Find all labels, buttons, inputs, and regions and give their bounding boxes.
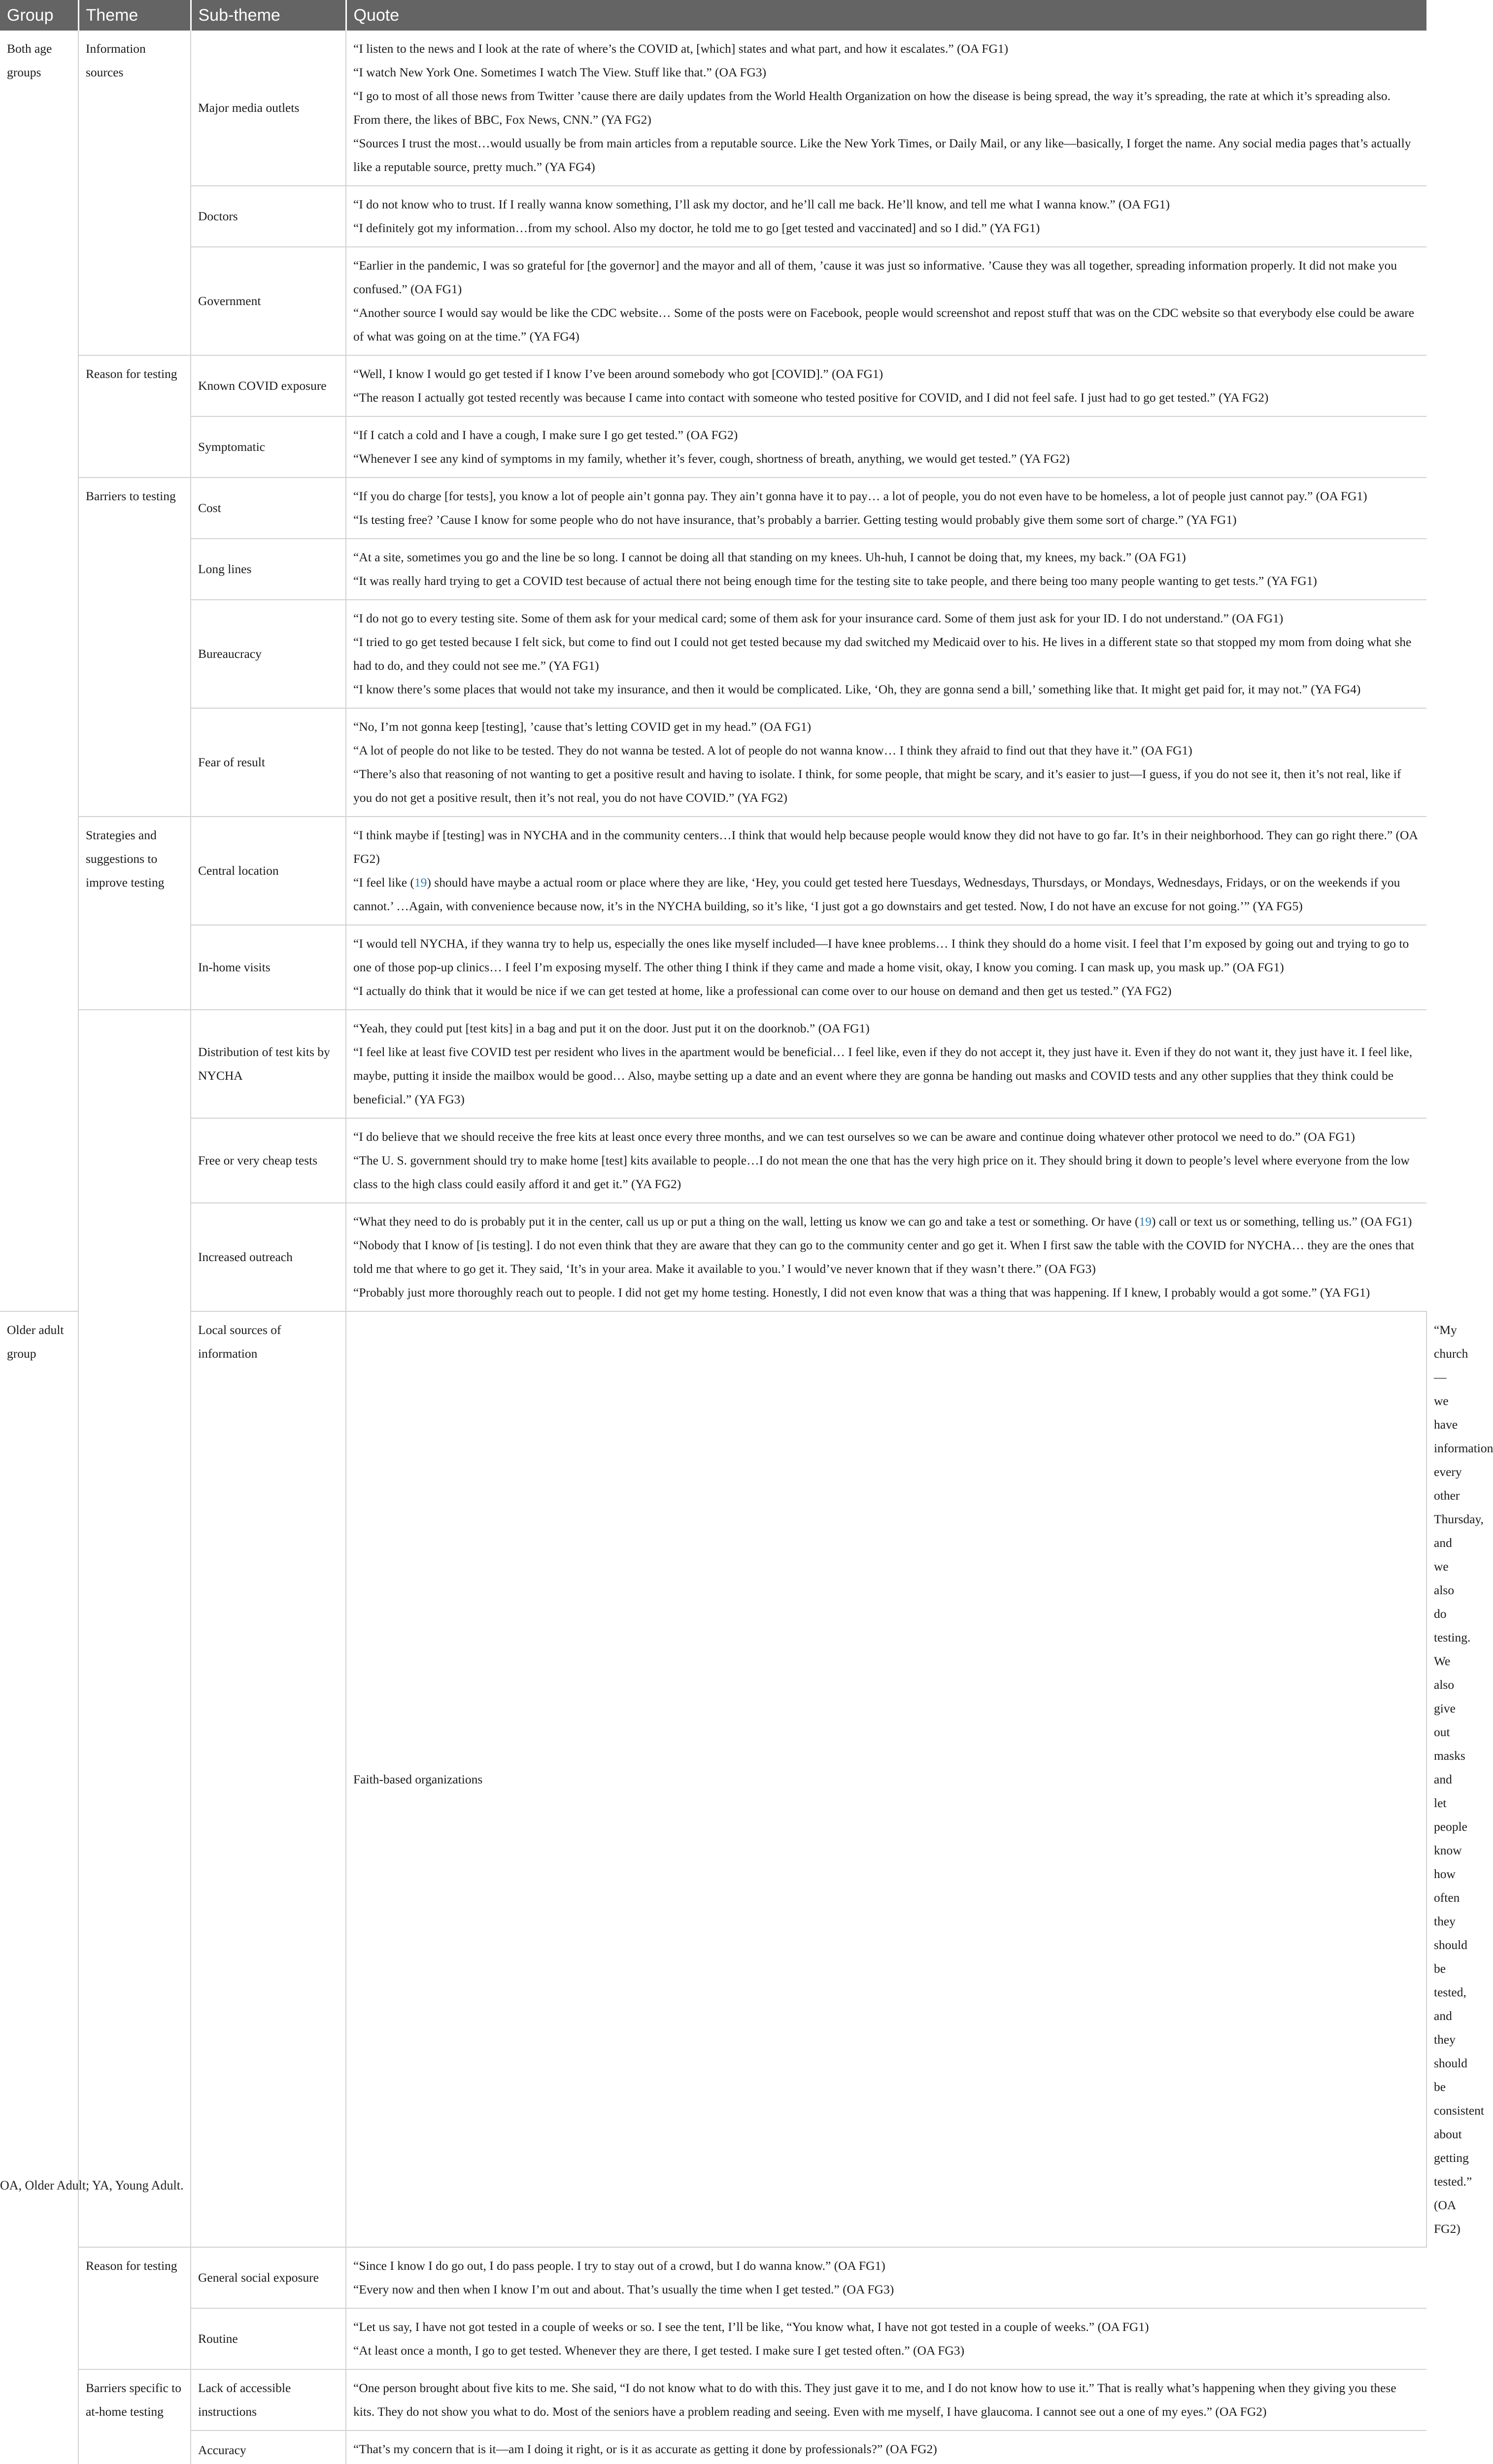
table-row: [0, 1203, 1426, 1311]
quote-text: “I do believe that we should receive the free kits at least once every three months, and we can test ourselves so we can be aware and continue doing whatever other protocol we need to do.” (OA FG1): [353, 1129, 1355, 1144]
table-row: [0, 817, 1426, 925]
table-row: [0, 416, 1426, 478]
quote-text: “I would tell NYCHA, if they wanna try to help us, especially the ones like myself included—I have knee problems… I think they should do a home visit. I feel that I’m exposed by going out and trying to go to one of those pop-up clinics… I feel I’m exposing myself. The other thing I think if they came and made a home visit, okay, I know you coming. I can mask up, you mask up.” (OA FG1): [353, 936, 1409, 974]
quote-text: “The U. S. government should try to make home [test] kits available to people…I do not mean the one that has the very high price on it. They should bring it down to people’s level where everyone from the low class to the high class could easily afford it and get it.” (YA FG2): [353, 1153, 1410, 1191]
quote-cell: [346, 478, 1426, 539]
subtheme-cell: Doctors: [191, 186, 346, 247]
citation-link[interactable]: 19: [414, 875, 427, 890]
table-row: [0, 1010, 1426, 1118]
quote-cell: [346, 708, 1426, 817]
quote-text: “Since I know I do go out, I do pass people. I try to stay out of a crowd, but I do wanna know.” (OA FG1): [353, 2259, 885, 2273]
quote-text: “Earlier in the pandemic, I was so grateful for [the governor] and the mayor and all of them, ’cause it was just so informative. ’Cause they was all together, spreading information properly. It did not make you confused.” (OA FG1): [353, 258, 1397, 296]
table-row: [0, 2247, 1426, 2308]
quote-text: “I actually do think that it would be nice if we can get tested at home, like a professional can come over to our house on demand and then get us tested.” (YA FG2): [353, 984, 1172, 998]
subtheme-cell: Major media outlets: [191, 31, 346, 186]
table-row: [0, 2430, 1426, 2464]
quote-text: “At least once a month, I go to get tested. Whenever they are there, I get tested. I make sure I get tested often.” (OA FG3): [353, 2343, 965, 2358]
table-row: [0, 925, 1426, 1010]
quote-cell: [346, 539, 1426, 600]
citation-link[interactable]: 19: [1139, 1214, 1152, 1229]
quote-cell: [346, 416, 1426, 478]
quote-cell: [346, 31, 1426, 186]
quote-text: “I do not go to every testing site. Some of them ask for your medical card; some of them ask for your insurance card. Some of them just ask for your ID. I do not understand.” (OA FG1): [353, 611, 1284, 625]
subtheme-cell: Increased outreach: [191, 1203, 346, 1311]
quote-text: “I think maybe if [testing] was in NYCHA and in the community centers…I think that would help because people would know they did not have to go far. It’s in their neighborhood. They can go right there.” (OA FG2): [353, 828, 1418, 866]
quote-cell: [346, 247, 1426, 355]
quote-text: “I watch New York One. Sometimes I watch The View. Stuff like that.” (OA FG3): [353, 65, 767, 79]
quote-text: “If I catch a cold and I have a cough, I make sure I go get tested.” (OA FG2): [353, 428, 738, 442]
quote-text: “Well, I know I would go get tested if I know I’ve been around somebody who got [COVID].” (OA FG1): [353, 367, 883, 381]
quote-text: “There’s also that reasoning of not wanting to get a positive result and having to isolate. I think, for some people, that might be scary, and it’s easier to just—I guess, if you do not see it, then it’s not real, like if you do not get a positive result, then it’s not real, you do not have COVID.” (YA FG2): [353, 767, 1401, 805]
quote-text: “Is testing free? ’Cause I know for some people who do not have insurance, that’s probably a barrier. Getting testing would probably give them some sort of charge.” (YA FG1): [353, 513, 1237, 527]
theme-cell: Barriers to testing: [78, 478, 191, 817]
quote-text: “I feel like (19) should have maybe a actual room or place where they are like, ‘Hey, you could get tested here Tuesdays, Wednesdays, Thursdays, or Mondays, Wednesdays, Fridays, or on the weekends if you cannot.’ …Again, with convenience because now, it’s in the NYCHA building, so it’s like, ‘I just got a go downstairs and get tested. Now, I do not have an excuse for not going.’” (YA FG5): [353, 875, 1400, 913]
table-body: [0, 31, 1493, 2464]
subtheme-cell: Lack of accessible instructions: [191, 2369, 346, 2430]
subtheme-cell: Central location: [191, 817, 346, 925]
subtheme-cell: Fear of result: [191, 708, 346, 817]
quote-cell: [346, 355, 1426, 416]
quote-text: “The reason I actually got tested recently was because I came into contact with someone who tested positive for COVID, and I did not feel safe. I just had to go get tested.” (YA FG2): [353, 390, 1269, 405]
quote-text: “Let us say, I have not got tested in a couple of weeks or so. I see the tent, I’ll be like, “You know what, I have not got tested in a couple of weeks.” (OA FG1): [353, 2320, 1149, 2334]
subtheme-cell: Long lines: [191, 539, 346, 600]
quote-cell: [346, 186, 1426, 247]
subtheme-cell: Bureaucracy: [191, 600, 346, 708]
table-row: [0, 2308, 1426, 2369]
table-row: [0, 539, 1426, 600]
quote-cell: [346, 1203, 1426, 1311]
quote-cell: [346, 925, 1426, 1010]
quote-text: “Another source I would say would be like the CDC website… Some of the posts were on Facebook, people would screenshot and repost stuff that was on the CDC website so that everybody else could be aware of what was going on at the time.” (YA FG4): [353, 306, 1415, 343]
quote-cell: [346, 2430, 1426, 2464]
subtheme-cell: Known COVID exposure: [191, 355, 346, 416]
table-row: [0, 1118, 1426, 1203]
subtheme-cell: Symptomatic: [191, 416, 346, 478]
quote-text: “I do not know who to trust. If I really wanna know something, I’ll ask my doctor, and he’ll call me back. He’ll know, and tell me what I wanna know.” (OA FG1): [353, 197, 1170, 211]
quote-cell: [346, 1010, 1426, 1118]
quote-cell: [346, 817, 1426, 925]
header-theme: Theme: [78, 0, 191, 31]
quote-text: “What they need to do is probably put it in the center, call us up or put a thing on the wall, letting us know we can go and take a test or something. Or have (19) call or text us or something, telling us.” (OA FG1): [353, 1214, 1412, 1229]
quote-cell: [346, 2247, 1426, 2308]
table-row: [0, 186, 1426, 247]
table-row: [0, 708, 1426, 817]
subtheme-cell: Routine: [191, 2308, 346, 2369]
quote-text: “Yeah, they could put [test kits] in a bag and put it on the door. Just put it on the doorknob.” (OA FG1): [353, 1021, 870, 1035]
subtheme-cell: Distribution of test kits by NYCHA: [191, 1010, 346, 1118]
quote-cell: [346, 1118, 1426, 1203]
quote-text: “I definitely got my information…from my school. Also my doctor, he told me to go [get tested and vaccinated] and so I did.” (YA FG1): [353, 221, 1040, 235]
theme-cell: Information sources: [78, 31, 191, 355]
quote-text: “I go to most of all those news from Twitter ’cause there are daily updates from the World Health Organization on how the disease is being spread, the way it’s spreading, the rate at which it’s spreading also. From there, the likes of BBC, Fox News, CNN.” (YA FG2): [353, 89, 1391, 127]
theme-cell: Barriers specific to at-home testing: [78, 2369, 191, 2464]
subtheme-cell: Cost: [191, 478, 346, 539]
quote-cell: [346, 2308, 1426, 2369]
quote-text: “Sources I trust the most…would usually be from main articles from a reputable source. Like the New York Times, or Daily Mail, or any like—basically, I forget the name. Any social media pages that’s actually like a reputable source, pretty much.” (YA FG4): [353, 136, 1411, 174]
table-header-row: [0, 0, 1426, 31]
table-footnote: OA, Older Adult; YA, Young Adult.: [0, 2178, 184, 2192]
quote-text: “If you do charge [for tests], you know a lot of people ain’t gonna pay. They ain’t gonna have it to pay… a lot of people, you do not even have to be homeless, a lot of people just cannot pay.” (OA FG1): [353, 489, 1367, 503]
quote-text: “Nobody that I know of [is testing]. I do not even think that they are aware that they can go to the community center and go get it. When I first saw the table with the COVID for NYCHA… they are the ones that told me that where to go get it. They said, ‘It’s in your area. Make it available to you.’ I would’ve never known that if they wasn’t there.” (OA FG3): [353, 1238, 1414, 1276]
group-cell: Both age groups: [0, 31, 78, 1311]
quote-cell: [346, 600, 1426, 708]
quote-text: “Every now and then when I know I’m out and about. That’s usually the time when I get tested.” (OA FG3): [353, 2282, 894, 2296]
theme-cell: Strategies and suggestions to improve testing: [78, 817, 191, 1010]
subtheme-cell: Government: [191, 247, 346, 355]
subtheme-cell: Faith-based organizations: [346, 1311, 1426, 2247]
group-cell: Older adult group: [0, 1311, 78, 2464]
table-row: [0, 355, 1426, 416]
theme-cell: Reason for testing: [78, 2247, 191, 2369]
quote-text: “I know there’s some places that would not take my insurance, and then it would be complicated. Like, ‘Oh, they are gonna send a bill,’ something like that. It might get paid for, it may not.” (YA FG4): [353, 682, 1361, 696]
theme-cell: Reason for testing: [78, 355, 191, 478]
quote-text: “I feel like at least five COVID test per resident who lives in the apartment would be beneficial… I feel like, even if they do not accept it, they just have it. Even if they do not want it, they just have it. I feel like, maybe, putting it inside the mailbox would be good… Also, maybe setting up a date and an event where they are gonna be handing out masks and COVID tests and any other supplies that they think could be beneficial.” (YA FG3): [353, 1045, 1413, 1106]
quote-text: “I tried to go get tested because I felt sick, but come to find out I could not get tested because my dad switched my Medicaid over to his. He lives in a different state so that stopped my mom from doing what she had to do, and they could not see me.” (YA FG1): [353, 635, 1412, 673]
table-row: [0, 31, 1426, 186]
subtheme-cell: Free or very cheap tests: [191, 1118, 346, 1203]
quote-text: “No, I’m not gonna keep [testing], ’cause that’s letting COVID get in my head.” (OA FG1): [353, 719, 812, 734]
quote-text: “One person brought about five kits to me. She said, “I do not know what to do with this. They just gave it to me, and I do not know how to use it.” That is really what’s happening when they giving you these kits. They do not show you what to do. Most of the seniors have a problem reading and seeing. Even with me myself, I have glaucoma. I cannot see out a one of my eyes.” (OA FG2): [353, 2381, 1396, 2419]
quote-cell: [346, 2369, 1426, 2430]
header-quote: Quote: [346, 0, 1426, 31]
quote-text: “That’s my concern that is it—am I doing it right, or is it as accurate as getting it done by professionals?” (OA FG2): [353, 2442, 937, 2456]
subtheme-cell: In-home visits: [191, 925, 346, 1010]
table-row: [0, 478, 1426, 539]
subtheme-cell: Accuracy: [191, 2430, 346, 2464]
quote-text: “Whenever I see any kind of symptoms in my family, whether it’s fever, cough, shortness of breath, anything, we would get tested.” (YA FG2): [353, 451, 1070, 466]
header-group: Group: [0, 0, 78, 31]
quote-text: “I listen to the news and I look at the rate of where’s the COVID at, [which] states and what part, and how it escalates.” (OA FG1): [353, 41, 1009, 56]
subtheme-cell: General social exposure: [191, 2247, 346, 2308]
table-row: [0, 2369, 1426, 2430]
quote-text: “A lot of people do not like to be tested. They do not wanna be tested. A lot of people do not wanna know… I think they afraid to find out that they have it.” (OA FG1): [353, 743, 1192, 757]
table-row: [0, 600, 1426, 708]
quote-text: “It was really hard trying to get a COVID test because of actual there not being enough time for the testing site to take people, and there being too many people wanting to get tests.” (YA FG1): [353, 574, 1317, 588]
quote-text: “At a site, sometimes you go and the line be so long. I cannot be doing all that standing on my knees. Uh-huh, I cannot be doing that, my knees, my back.” (OA FG1): [353, 550, 1186, 564]
table-row: [0, 247, 1426, 355]
table-row: Older adult group Local sources of information Faith-based organizations “My church—we have information every other Thursday, and we also do testing. We also give out masks and let people know how often they should be tested, and they should be consistent about getting tested.” (OA FG2): [0, 1311, 1426, 2247]
theme-cell: [78, 1010, 191, 2247]
theme-cell: Local sources of information: [191, 1311, 346, 2247]
quote-text: “Probably just more thoroughly reach out to people. I did not get my home testing. Honestly, I did not even know that was a thing that was happening. If I knew, I probably would a got some.” (YA FG1): [353, 1285, 1370, 1300]
header-subtheme: Sub-theme: [191, 0, 346, 31]
